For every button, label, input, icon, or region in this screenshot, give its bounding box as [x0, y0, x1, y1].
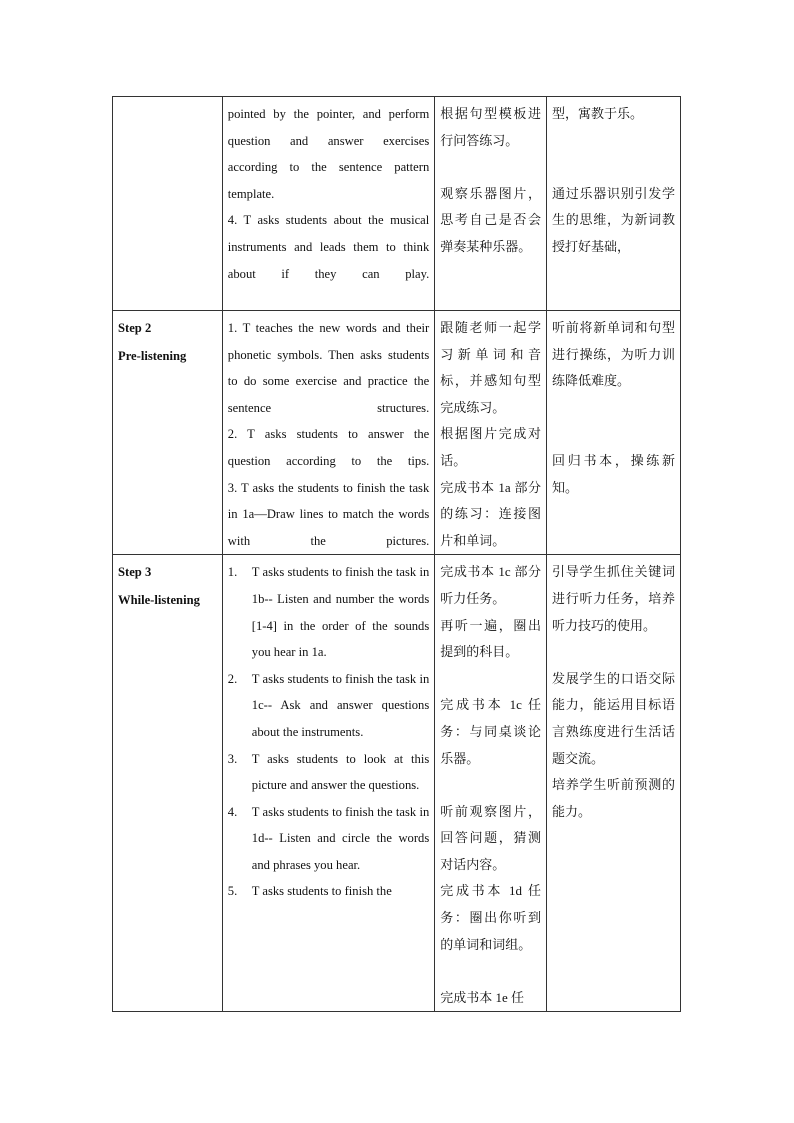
teacher-text: pointed by the pointer, and perform question and answer exercises according to the sentence pattern template.: [227, 107, 430, 201]
purpose-text: 型，寓教于乐。: [552, 106, 644, 121]
student-text: 跟随老师一起学习新单词和音标，并感知句型完成练习。: [440, 320, 542, 415]
table-row-step2: [113, 311, 681, 555]
purpose-cell: [547, 311, 681, 555]
purpose-text: 回归书本，操练新知。: [552, 452, 675, 495]
list-item: [228, 878, 429, 905]
item-number: 1.: [227, 565, 238, 580]
student-text: 完成书本 1d 任务：圈出你听到的单词和词组。: [440, 883, 542, 952]
teacher-text: 2. T asks students to answer the question according to the tips.: [227, 427, 430, 468]
item-number: 3.: [227, 751, 238, 766]
item-number: 4.: [227, 804, 238, 819]
list-item: [228, 666, 429, 746]
step-cell: [113, 97, 223, 311]
teacher-text: 3. T asks the students to finish the task in 1a—Draw lines to match the words with the pictures.: [227, 480, 430, 548]
step-number: Step 2: [118, 321, 152, 335]
student-text: 再听一遍，圈出提到的科目。: [440, 617, 542, 660]
item-number: 5.: [227, 884, 238, 899]
purpose-text: 听前将新单词和句型进行操练，为听力训练降低难度。: [552, 320, 675, 389]
table-row-step3: [113, 555, 681, 1012]
teacher-activity-cell: [222, 311, 434, 555]
student-text: 听前观察图片，回答问题，猜测对话内容。: [440, 803, 542, 872]
purpose-text: 培养学生听前预测的能力。: [552, 777, 675, 819]
student-text: 完成书本 1c 部分听力任务。: [440, 564, 542, 606]
teacher-text: 4. T asks students about the musical instruments and leads them to think about if they can play.: [227, 213, 430, 281]
student-text: 观察乐器图片，思考自己是否会弹奏某种乐器。: [440, 185, 542, 254]
purpose-text: 通过乐器识别引发学生的思维，为新词教授打好基础，: [552, 185, 675, 254]
student-activity-cell: [435, 97, 547, 311]
item-text: T asks students to look at this picture and answer the questions.: [251, 751, 430, 793]
item-text: T asks students to finish the task in 1c-- Ask and answer questions about the instruments.: [251, 671, 430, 739]
teacher-activity-cell: [222, 97, 434, 311]
item-text: T asks students to finish the task in 1b-- Listen and number the words [1-4] in the order of the sounds you hear in 1a.: [251, 565, 430, 660]
step-cell: [113, 311, 223, 555]
step-stage: Pre-listening: [118, 348, 187, 363]
item-text: T asks students to finish the task in 1d-- Listen and circle the words and phrases you hear.: [251, 804, 430, 872]
purpose-cell: [547, 97, 681, 311]
student-text: 根据图片完成对话。: [440, 426, 542, 468]
step-stage: While-listening: [118, 592, 200, 607]
student-activity-cell: [435, 311, 547, 555]
student-text: 完成书本 1e 任: [440, 989, 525, 1005]
list-item: [228, 746, 429, 799]
student-text: 完成书本 1a 部分的练习：连接图片和单词。: [440, 479, 542, 548]
item-text: T asks students to finish the: [251, 884, 392, 899]
step-number: Step 3: [118, 565, 152, 580]
teacher-activity-cell: [222, 555, 434, 1012]
purpose-cell: [547, 555, 681, 1012]
purpose-text: 引导学生抓住关键词进行听力任务，培养听力技巧的使用。: [552, 564, 675, 633]
list-item: [228, 559, 429, 665]
student-text: 完成书本 1c 任务：与同桌谈论乐器。: [440, 697, 542, 766]
student-activity-cell: [435, 555, 547, 1012]
student-text: 根据句型模板进行问答练习。: [440, 106, 542, 148]
table-row-continuation: [113, 97, 681, 311]
step-cell: [113, 555, 223, 1012]
teacher-text: 1. T teaches the new words and their phonetic symbols. Then asks students to do some exercise and practice the sentence structures.: [227, 321, 430, 415]
purpose-text: 发展学生的口语交际能力，能运用目标语言熟练度进行生活话题交流。: [552, 670, 675, 766]
lesson-plan-table: [112, 96, 681, 1012]
item-number: 2.: [227, 671, 238, 686]
list-item: [228, 799, 429, 879]
